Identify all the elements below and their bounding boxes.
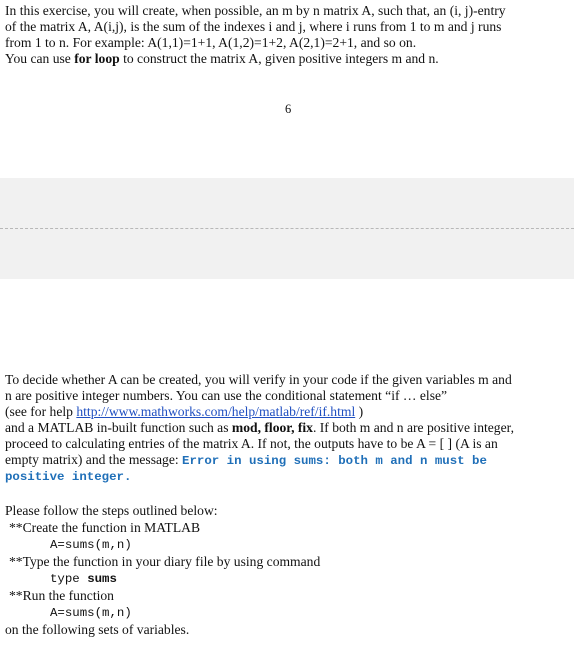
decide-line-1: To decide whether A can be created, you will verify in your code if the given variables m and (5, 372, 512, 387)
decide-line-3-post: ) (355, 404, 364, 419)
decide-line-4-post: . If both m and n are positive integer, (312, 420, 515, 435)
page-number: 6 (285, 102, 292, 116)
decide-line-2: n are positive integer numbers. You can use the conditional statement “if … else” (5, 388, 448, 403)
step-1-code: A=sums(m,n) (50, 538, 132, 552)
page-break-divider (0, 228, 574, 229)
step-2-code (50, 571, 117, 587)
decide-line-4 (5, 420, 514, 436)
final-line: on the following sets of variables. (5, 622, 190, 637)
intro-line-4 (5, 51, 439, 67)
intro-line-4-post: to construct the matrix A, given positive integers m and n. (119, 51, 439, 66)
intro-line-1: In this exercise, you will create, when possible, an m by n matrix A, such that, an (i, j)-entry (5, 3, 506, 18)
step-3-text: **Run the function (9, 588, 114, 603)
step-1-text: **Create the function in MATLAB (9, 520, 201, 535)
decide-line-6-pre: empty matrix) and the message: (5, 452, 183, 467)
decide-line-3 (5, 404, 363, 420)
step-3-code: A=sums(m,n) (50, 606, 132, 620)
matlab-if-help-link[interactable]: http://www.mathworks.com/help/matlab/ref/if.html (76, 404, 356, 419)
step-2-text: **Type the function in your diary file by using command (9, 554, 321, 569)
intro-line-4-pre: You can use (5, 51, 75, 66)
decide-line-6 (5, 452, 487, 469)
decide-line-5: proceed to calculating entries of the matrix A. If not, the outputs have to be A = [ ] (A is an (5, 436, 498, 451)
decide-line-4-pre: and a MATLAB in-built function such as (5, 420, 232, 435)
sums-command-bold: sums (87, 572, 117, 586)
intro-line-3: from 1 to n. For example: A(1,1)=1+1, A(1,2)=1+2, A(2,1)=2+1, and so on. (5, 35, 417, 50)
decide-line-3-pre: (see for help (5, 404, 77, 419)
intro-line-2: of the matrix A, A(i,j), is the sum of the indexes i and j, where i runs from 1 to m and j runs (5, 19, 502, 34)
error-message-code: Error in using sums: both m and n must be (182, 454, 487, 468)
decide-line-7 (5, 468, 131, 485)
error-message-code-cont: positive integer. (5, 470, 132, 484)
functions-bold: mod, floor, fix (231, 420, 313, 435)
steps-heading: Please follow the steps outlined below: (5, 503, 218, 518)
type-command: type (50, 572, 88, 586)
for-loop-bold: for loop (74, 51, 120, 66)
